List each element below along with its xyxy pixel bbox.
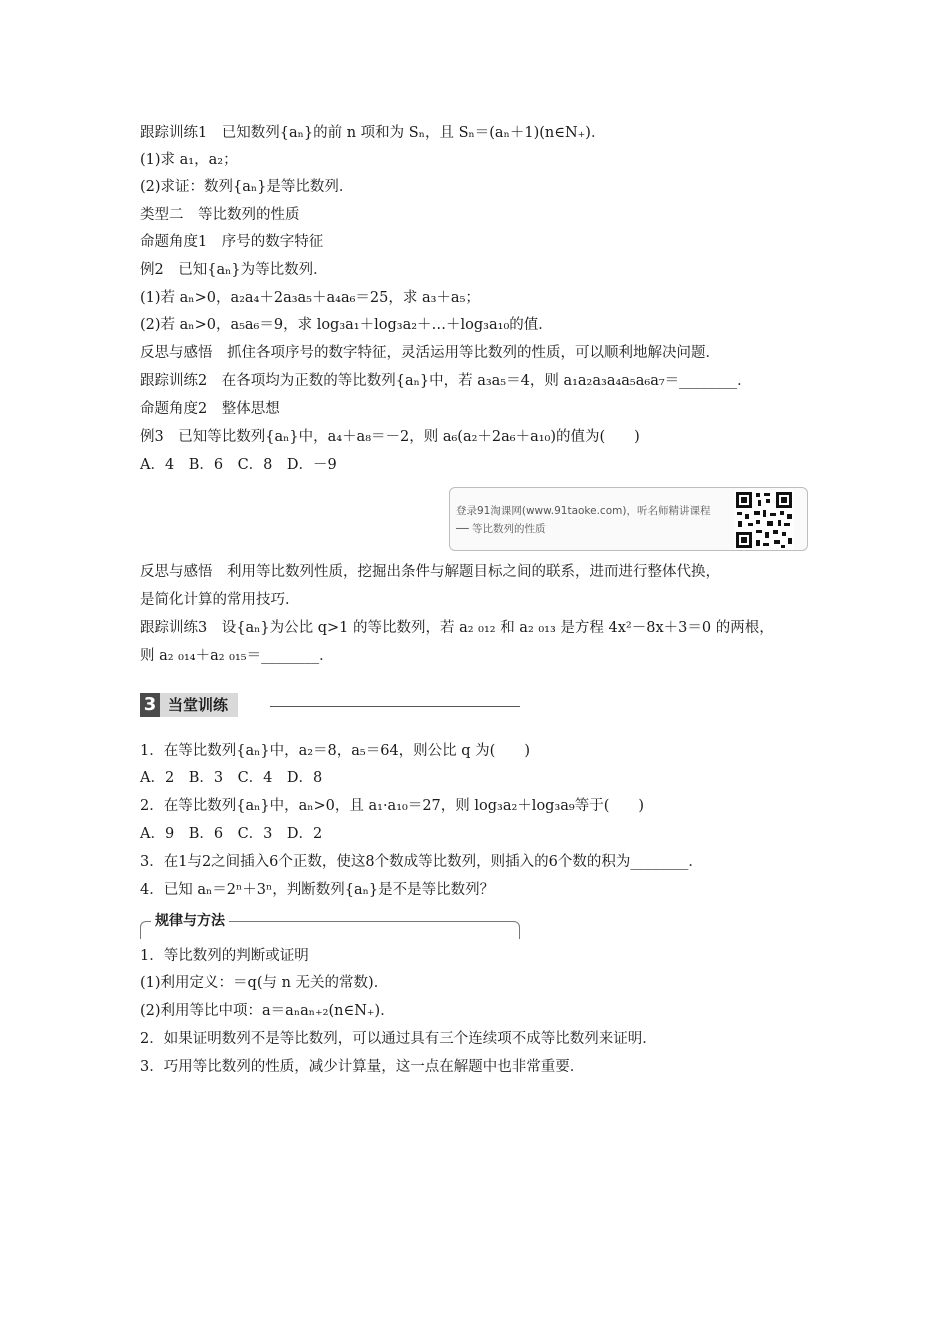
rules-line4: 2．如果证明数列不是等比数列，可以通过具有三个连续项不成等比数列来证明． (140, 1031, 657, 1047)
practice-q2: 2．在等比数列{aₙ}中，aₙ>0，且 a₁·a₁₀＝27，则 log₃a₂＋log₃a₉等于( ) (140, 798, 645, 814)
angle2-heading: 命题角度2 整体思想 (140, 401, 280, 417)
practice-q3: 3．在1与2之间插入6个正数，使这8个数成等比数列，则插入的6个数的积为________． (140, 854, 703, 870)
example3-options: A．4 B．6 C．8 D．－9 (140, 457, 337, 473)
rules-line5: 3．巧用等比数列的性质，减少计算量，这一点在解题中也非常重要． (140, 1059, 585, 1075)
exercise1-title: 跟踪训练1 已知数列{aₙ}的前 n 项和为 Sₙ，且 Sₙ＝(aₙ＋1)(n∈N₊)． (140, 125, 606, 141)
reflection1: 反思与感悟 抓住各项序号的数字特征，灵活运用等比数列的性质，可以顺利地解决问题． (140, 345, 720, 361)
exercise1-part1: (1)求 a₁，a₂； (140, 152, 238, 168)
example3-title: 例3 已知等比数列{aₙ}中，a₄＋a₈＝－2，则 a₆(a₂＋2a₆＋a₁₀)的值为( ) (140, 429, 640, 445)
practice-q4: 4．已知 aₙ＝2ⁿ＋3ⁿ，判断数列{aₙ}是不是等比数列？ (140, 882, 495, 898)
example2-part1: (1)若 aₙ>0，a₂a₄＋2a₃a₅＋a₄a₆＝25，求 a₃＋a₅； (140, 290, 480, 306)
section3-header (140, 693, 238, 717)
example2-title: 例2 已知{aₙ}为等比数列． (140, 262, 328, 278)
practice-q1-options: A．2 B．3 C．4 D．8 (140, 770, 323, 786)
reflection2-line2: 是简化计算的常用技巧． (140, 592, 300, 608)
promo-line2: ── 等比数列的性质 (456, 523, 546, 535)
type2-heading: 类型二 等比数列的性质 (140, 207, 300, 223)
promo-line1: 登录91淘课网(www.91taoke.com)，听名师精讲课程 (456, 505, 711, 517)
reflection2-line1: 反思与感悟 利用等比数列性质，挖掘出条件与解题目标之间的联系，进而进行整体代换， (140, 564, 720, 580)
course-promo-banner[interactable] (449, 487, 808, 551)
rules-line2: (1)利用定义：＝q(与 n 无关的常数)． (140, 975, 389, 991)
promo-text (456, 502, 710, 538)
rules-line1: 1．等比数列的判断或证明 (140, 948, 309, 964)
angle1-heading: 命题角度1 序号的数字特征 (140, 234, 324, 250)
rules-box-frame (140, 913, 520, 939)
practice-q2-options: A．9 B．6 C．3 D．2 (140, 826, 323, 842)
rules-box-title: 规律与方法 (151, 911, 229, 931)
section-number-badge: 3 (140, 693, 160, 717)
practice-q1: 1．在等比数列{aₙ}中，a₂＝8，a₅＝64，则公比 q 为( ) (140, 743, 530, 759)
section-divider (270, 706, 520, 707)
qr-code-icon[interactable] (734, 490, 794, 550)
exercise3-line1: 跟踪训练3 设{aₙ}为公比 q>1 的等比数列，若 a₂ ₀₁₂ 和 a₂ ₀₁₃ 是方程 4x²－8x＋3＝0 的两根， (140, 620, 774, 636)
exercise2: 跟踪训练2 在各项均为正数的等比数列{aₙ}中，若 a₃a₅＝4，则 a₁a₂a₃a₄a₅a₆a₇＝________． (140, 373, 752, 389)
rules-line3: (2)利用等比中项：a＝aₙaₙ₊₂(n∈N₊)． (140, 1003, 395, 1019)
section-title: 当堂训练 (160, 693, 238, 717)
exercise3-line2: 则 a₂ ₀₁₄＋a₂ ₀₁₅＝________． (140, 648, 334, 664)
example2-part2: (2)若 aₙ>0，a₅a₆＝9，求 log₃a₁＋log₃a₂＋…＋log₃a₁₀的值． (140, 317, 553, 333)
exercise1-part2: (2)求证：数列{aₙ}是等比数列． (140, 179, 354, 195)
